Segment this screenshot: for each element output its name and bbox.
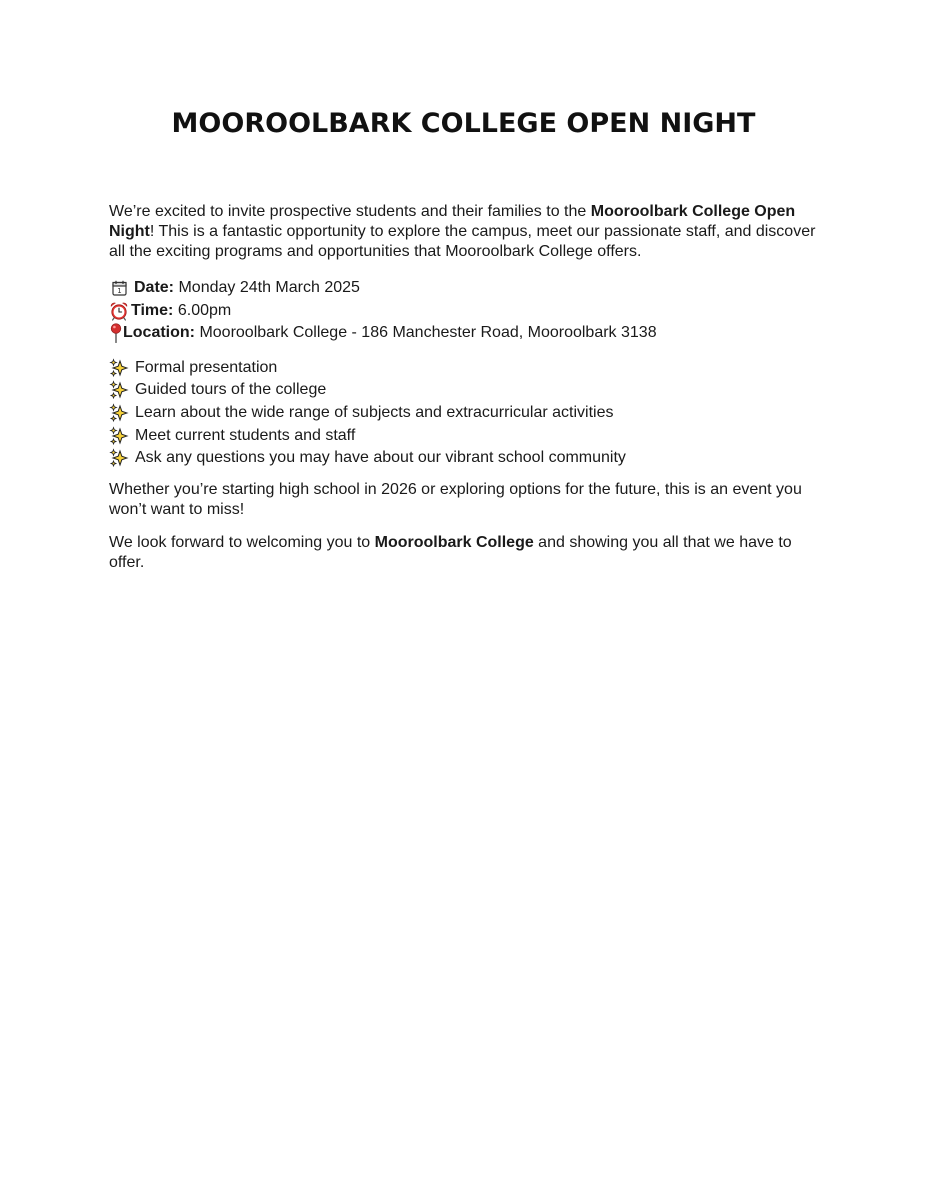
svg-text:1: 1 bbox=[116, 287, 122, 296]
page-title: MOOROOLBARK COLLEGE OPEN NIGHT bbox=[171, 108, 756, 139]
time-label: Time: bbox=[131, 301, 174, 319]
intro-text-2: ! This is a fantastic opportunity to explore the campus, meet our passionate staff, and discover all the exciting programs and opportunities that Mooroolbark College offers. bbox=[109, 223, 816, 260]
feature-text: Learn about the wide range of subjects and extracurricular activities bbox=[135, 403, 614, 421]
intro-event-name: Mooroolbark College Open Night bbox=[109, 203, 796, 240]
list-item bbox=[109, 447, 821, 470]
intro-text-1: We’re excited to invite prospective students and their families to the bbox=[109, 203, 591, 220]
date-label: Date: bbox=[134, 279, 175, 297]
time-value: 6.00pm bbox=[177, 301, 232, 319]
pushpin-icon bbox=[109, 323, 122, 343]
sparkles-icon bbox=[109, 448, 129, 468]
list-item bbox=[109, 424, 821, 447]
event-details bbox=[109, 277, 821, 345]
closing-paragraph-2 bbox=[109, 533, 821, 573]
closing-paragraph-1: Whether you’re starting high school in 2026 or exploring options for the future, this is an event you won’t want to miss! bbox=[109, 481, 802, 519]
feature-text: Ask any questions you may have about our vibrant school community bbox=[135, 449, 626, 467]
location-label: Location: bbox=[123, 324, 195, 342]
location-line bbox=[109, 322, 821, 345]
closing-text-2: and showing you all that we have to offer. bbox=[109, 534, 792, 572]
location-value: Mooroolbark College - 186 Manchester Road, Mooroolbark 3138 bbox=[199, 324, 657, 342]
date-value: Monday 24th March 2025 bbox=[178, 279, 360, 297]
feature-text: Guided tours of the college bbox=[135, 381, 327, 399]
document-body bbox=[109, 202, 821, 573]
features-list bbox=[109, 357, 821, 470]
sparkles-icon bbox=[109, 403, 129, 423]
sparkles-icon bbox=[109, 426, 129, 446]
date-line bbox=[109, 277, 821, 300]
feature-text: Meet current students and staff bbox=[135, 426, 356, 444]
list-item bbox=[109, 357, 821, 380]
closing-text-1: We look forward to welcoming you to bbox=[109, 534, 375, 552]
sparkles-icon bbox=[109, 380, 129, 400]
calendar-icon bbox=[109, 278, 129, 298]
time-line bbox=[109, 300, 821, 323]
intro-paragraph bbox=[109, 202, 821, 262]
sparkles-icon bbox=[109, 358, 129, 378]
alarm-clock-icon bbox=[109, 301, 129, 321]
closing-college-name: Mooroolbark College bbox=[374, 534, 534, 552]
list-item bbox=[109, 379, 821, 402]
feature-text: Formal presentation bbox=[135, 358, 278, 376]
list-item bbox=[109, 402, 821, 425]
